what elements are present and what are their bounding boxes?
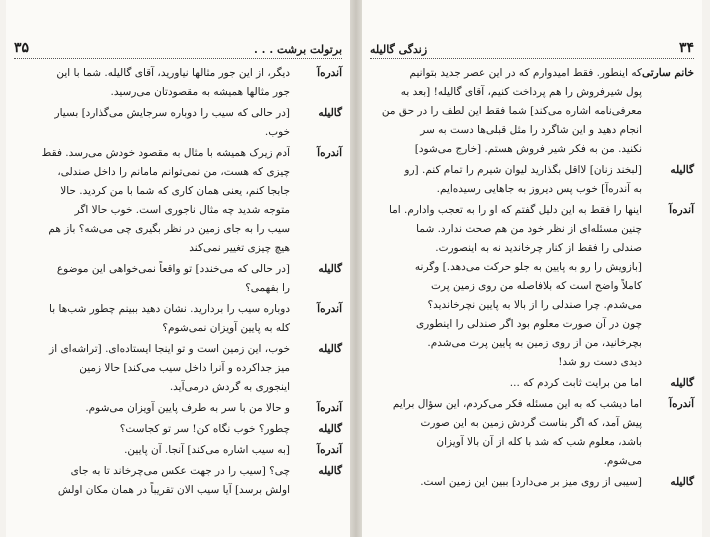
text-line: پول شیرفروش را هم پرداخت کنیم، آقای گالیله! [بعد به bbox=[400, 86, 642, 98]
text-line: را بفهمی؟ bbox=[245, 282, 290, 294]
page-number: ۳۵ bbox=[14, 40, 30, 56]
text-line: انجام دهید و این شاگرد را مثل قبلی‌ها دست به سر bbox=[420, 124, 642, 136]
speaker-name: آندره‌آ bbox=[317, 147, 342, 159]
text-line: متوجه شدید چه مثال ناجوری است. خوب حالا اگر bbox=[74, 204, 290, 216]
text-line: [سیبی از روی میز بر می‌دارد] ببین این زمین است. bbox=[420, 476, 642, 488]
text-line: اینها را فقط به این دلیل گفتم که او را به تعجب وادارم. اما bbox=[388, 204, 642, 216]
speaker-name: گالیله bbox=[318, 263, 342, 275]
dialogue-entry bbox=[14, 64, 342, 102]
dialogue-text bbox=[370, 374, 642, 393]
speaker-name: گالیله bbox=[318, 343, 342, 355]
dialogue-text bbox=[14, 64, 290, 102]
dialogue-text bbox=[14, 441, 290, 460]
speaker-name: گالیله bbox=[318, 423, 342, 435]
text-line: دیدی دست رو شد! bbox=[558, 356, 642, 368]
text-line: [لبخند زنان] لااقل بگذارید لیوان شیرم را تمام کنم. [رو bbox=[404, 164, 642, 176]
dialogue-text bbox=[14, 260, 290, 298]
dialogue-entry bbox=[14, 420, 342, 439]
speaker-name: گالیله bbox=[318, 107, 342, 119]
right-page bbox=[362, 0, 702, 537]
text-line: اولش برسد] آیا سیب الان تقریباً در همان مکان اولش bbox=[57, 484, 290, 496]
text-line: هیچ چیزی تغییر نمی‌کند bbox=[189, 242, 290, 254]
dialogue-text bbox=[14, 340, 290, 397]
speaker-name: آندره‌آ bbox=[317, 67, 342, 79]
text-line: اما من برایت ثابت کردم که ... bbox=[509, 377, 642, 389]
text-line: [به سیب اشاره می‌کند] آنجا. آن پایین. bbox=[124, 444, 290, 456]
text-line: میز جداکرده و آنرا داخل سیب می‌کند] حالا زمین bbox=[79, 362, 290, 374]
speaker-name: آندره‌آ bbox=[317, 303, 342, 315]
text-line: آدم زیرک همیشه با مثال به مقصود خودش می‌رسد. فقط bbox=[41, 147, 290, 159]
text-line: به آندره‌آ] خوب پس دیروز به جاهایی رسیده‌ایم. bbox=[436, 183, 642, 195]
left-page-body bbox=[14, 64, 342, 502]
dialogue-text bbox=[14, 104, 290, 142]
text-line: معرفی‌نامه اشاره می‌کند] شما فقط این لطف را در حق من bbox=[381, 105, 642, 117]
text-line: [در حالی که سیب را دوباره سرجایش می‌گذارد] بسیار bbox=[54, 107, 290, 119]
text-line: دیگر، از این جور مثالها نیاورید، آقای گالیله. شما با این bbox=[56, 67, 290, 79]
dialogue-text bbox=[14, 462, 290, 500]
text-line: جور مثالها همیشه به مقصودتان می‌رسید. bbox=[110, 86, 290, 98]
running-title: زندگی گالیله bbox=[370, 43, 428, 56]
dialogue-entry bbox=[14, 441, 342, 460]
dialogue-entry bbox=[14, 104, 342, 142]
speaker-name: خانم سارتی bbox=[642, 67, 694, 79]
text-line: و حالا من با سر به طرف پایین آویزان می‌شوم. bbox=[85, 402, 290, 414]
text-line: چون در آن صورت معلوم بود اگر صندلی را اینطوری bbox=[415, 318, 642, 330]
page-number: ۳۴ bbox=[678, 40, 694, 56]
dialogue-entry bbox=[14, 144, 342, 258]
dialogue-entry bbox=[14, 399, 342, 418]
dialogue-entry bbox=[14, 340, 342, 397]
dialogue-entry bbox=[14, 260, 342, 298]
text-line: اینجوری به گردش درمی‌آید. bbox=[169, 381, 290, 393]
dialogue-entry bbox=[370, 161, 694, 199]
right-page-header bbox=[370, 38, 694, 59]
dialogue-text bbox=[370, 473, 642, 492]
dialogue-entry bbox=[370, 201, 694, 372]
speaker-name: گالیله bbox=[318, 465, 342, 477]
dialogue-text bbox=[14, 420, 290, 439]
dialogue-entry bbox=[370, 473, 694, 492]
dialogue-text bbox=[370, 201, 642, 372]
left-page-header bbox=[14, 38, 342, 59]
dialogue-entry bbox=[14, 300, 342, 338]
right-page-body bbox=[370, 64, 694, 494]
text-line: جابجا کنم، یعنی همان کاری که شما با من کردید. حالا bbox=[60, 185, 290, 197]
speaker-name: آندره‌آ bbox=[317, 444, 342, 456]
speaker-name: گالیله bbox=[670, 476, 694, 488]
text-line: چی؟ [سیب را در جهت عکس می‌چرخاند تا به جای bbox=[70, 465, 290, 477]
text-line: چطور؟ خوب نگاه کن! سر تو کجاست؟ bbox=[119, 423, 290, 435]
text-line: باشد، معلوم شب که شد با کله از آن بالا آویزان bbox=[436, 436, 642, 448]
dialogue-text bbox=[370, 395, 642, 471]
text-line: دوباره سیب را بردارید. نشان دهید ببینم چطور شب‌ها با bbox=[49, 303, 290, 315]
speaker-name: گالیله bbox=[670, 377, 694, 389]
text-line: نکنید. من به فکر شیر فروش هستم. [خارج می‌شود] bbox=[414, 143, 642, 155]
running-title: برتولت برشت . . . bbox=[254, 43, 342, 56]
speaker-name: آندره‌آ bbox=[669, 398, 694, 410]
text-line: اما دیشب که به این مسئله فکر می‌کردم، این سؤال برایم bbox=[392, 398, 642, 410]
text-line: کاملاً واضح است که بلافاصله من روی زمین پرت bbox=[431, 280, 642, 292]
text-line: خوب، این زمین است و تو اینجا ایستاده‌ای. [تراشه‌ای از bbox=[49, 343, 290, 355]
dialogue-text bbox=[370, 161, 642, 199]
book-gutter bbox=[350, 0, 362, 537]
text-line: چیزی که هست، من نمی‌توانم مامانم را داخل صندلی، bbox=[57, 166, 290, 178]
dialogue-entry bbox=[370, 395, 694, 471]
dialogue-entry bbox=[14, 462, 342, 500]
text-line: بچرخانید، من از روی زمین به پایین پرت می‌شدم. bbox=[427, 337, 642, 349]
text-line: [بازویش را رو به پایین به جلو حرکت می‌دهد.] وگرنه bbox=[414, 261, 642, 273]
speaker-name: آندره‌آ bbox=[317, 402, 342, 414]
text-line: پیش آمد، که اگر بناست گردش زمین به این صورت bbox=[420, 417, 642, 429]
dialogue-entry bbox=[370, 374, 694, 393]
text-line: خوب. bbox=[264, 126, 290, 138]
dialogue-text bbox=[14, 399, 290, 418]
text-line: می‌شدم. چرا صندلی را از بالا به پایین نچرخاندید؟ bbox=[427, 299, 642, 311]
speaker-name: گالیله bbox=[670, 164, 694, 176]
text-line: کله به پایین آویزان نمی‌شوم؟ bbox=[162, 322, 290, 334]
text-line: صندلی را فقط از کنار چرخاندید نه به اینصورت. bbox=[435, 242, 642, 254]
dialogue-entry bbox=[370, 64, 694, 159]
text-line: سیب را به جای زمین در نظر بگیری چی می‌شه؟ باز هم bbox=[48, 223, 290, 235]
dialogue-text bbox=[14, 144, 290, 258]
left-page bbox=[6, 0, 350, 537]
dialogue-text bbox=[14, 300, 290, 338]
text-line: که اینطور. فقط امیدوارم که در این عصر جدید بتوانیم bbox=[409, 67, 642, 79]
text-line: می‌شوم. bbox=[603, 455, 642, 467]
text-line: [در حالی که می‌خندد] تو واقعاً نمی‌خواهی این موضوع bbox=[56, 263, 290, 275]
dialogue-text bbox=[370, 64, 642, 159]
text-line: چنین مسئله‌ای از نظر خود من هم صحت ندارد. شما bbox=[416, 223, 642, 235]
speaker-name: آندره‌آ bbox=[669, 204, 694, 216]
